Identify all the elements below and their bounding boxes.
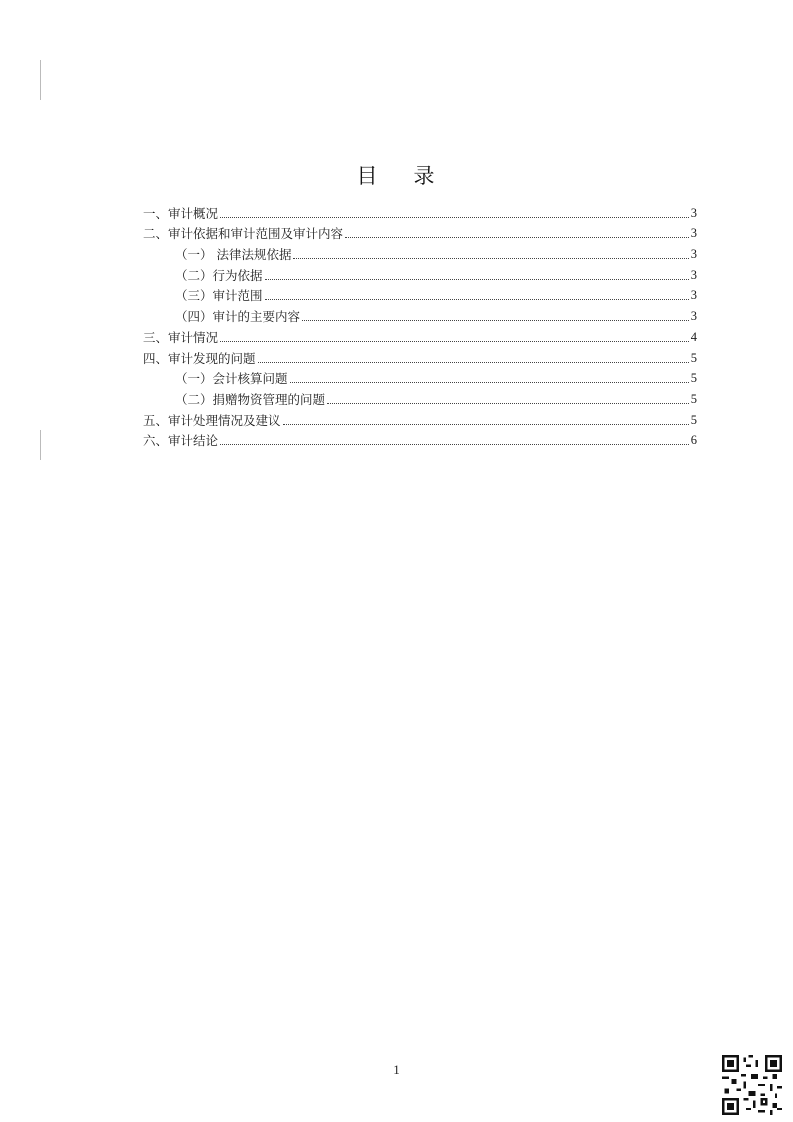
table-of-contents <box>143 200 697 448</box>
toc-entry-label: 一、审计概况 <box>143 205 219 221</box>
toc-subentry[interactable] <box>143 303 697 324</box>
toc-subentry[interactable] <box>143 262 697 283</box>
toc-entry-page: 3 <box>690 288 697 303</box>
toc-entry[interactable] <box>143 407 697 428</box>
toc-entry[interactable] <box>143 221 697 242</box>
toc-entry-page: 5 <box>690 371 697 386</box>
toc-leader-dots <box>283 423 689 425</box>
toc-leader-dots <box>265 278 689 280</box>
toc-entry-label: （二）行为依据 <box>175 267 263 283</box>
toc-entry-page: 3 <box>690 247 697 262</box>
toc-leader-dots <box>290 381 689 383</box>
toc-entry[interactable] <box>143 324 697 345</box>
page-number: 1 <box>393 1062 400 1077</box>
toc-entry-page: 5 <box>690 412 697 427</box>
toc-entry-label: 二、审计依据和审计范围及审计内容 <box>143 226 344 242</box>
toc-leader-dots <box>293 257 688 259</box>
toc-entry-label: （四）审计的主要内容 <box>175 309 301 325</box>
toc-entry-label: （三）审计范围 <box>175 288 263 304</box>
toc-entry-page: 4 <box>690 329 697 344</box>
toc-subentry[interactable] <box>143 283 697 304</box>
toc-entry[interactable] <box>143 345 697 366</box>
title-char-1: 目 <box>356 164 380 188</box>
toc-entry-label: （二）捐赠物资管理的问题 <box>175 391 326 407</box>
toc-entry-page: 3 <box>690 309 697 324</box>
toc-leader-dots <box>302 319 689 321</box>
page-title <box>0 160 793 190</box>
toc-entry-label: 三、审计情况 <box>143 329 219 345</box>
toc-entry-page: 6 <box>690 433 697 448</box>
toc-leader-dots <box>265 298 689 300</box>
toc-leader-dots <box>220 216 689 218</box>
toc-entry[interactable] <box>143 428 697 449</box>
toc-subentry[interactable] <box>143 366 697 387</box>
toc-entry-label: 五、审计处理情况及建议 <box>143 412 281 428</box>
qr-code-icon <box>722 1055 782 1115</box>
toc-entry-page: 5 <box>690 350 697 365</box>
toc-subentry[interactable] <box>143 241 697 262</box>
toc-entry-label: （一）会计核算问题 <box>175 371 288 387</box>
toc-entry-label: （一） 法律法规依据 <box>175 247 292 263</box>
toc-leader-dots <box>345 236 689 238</box>
toc-leader-dots <box>258 361 689 363</box>
toc-entry-page: 5 <box>690 391 697 406</box>
toc-leader-dots <box>220 340 689 342</box>
toc-entry-page: 3 <box>690 267 697 282</box>
scan-edge-mark <box>40 60 41 100</box>
toc-entry-page: 3 <box>690 205 697 220</box>
toc-entry-label: 六、审计结论 <box>143 433 219 449</box>
toc-entry[interactable] <box>143 200 697 221</box>
toc-leader-dots <box>327 402 689 404</box>
toc-subentry[interactable] <box>143 386 697 407</box>
toc-leader-dots <box>220 443 689 445</box>
toc-entry-label: 四、审计发现的问题 <box>143 350 256 366</box>
scan-edge-mark <box>40 430 41 460</box>
title-char-2: 录 <box>413 164 437 188</box>
toc-entry-page: 3 <box>690 226 697 241</box>
